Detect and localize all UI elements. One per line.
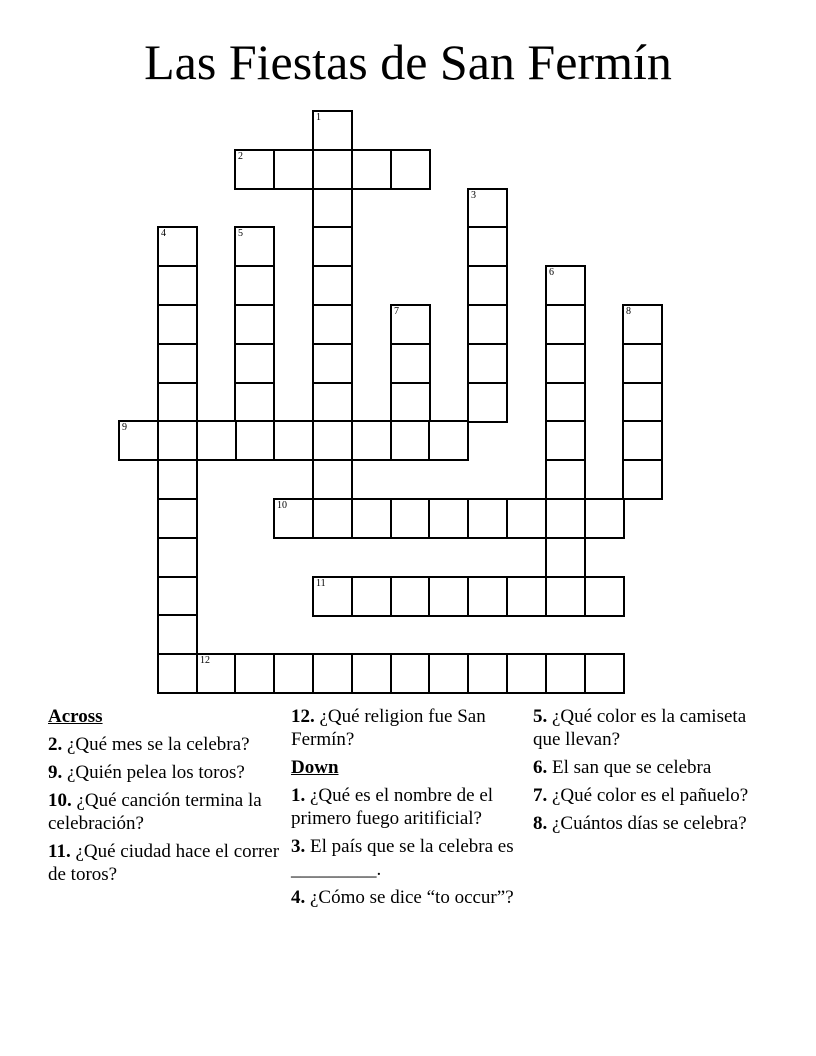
grid-cell[interactable] (157, 537, 198, 578)
grid-cell[interactable] (351, 653, 392, 694)
grid-cell[interactable] (467, 382, 508, 423)
grid-cell[interactable] (234, 265, 275, 306)
grid-cell[interactable] (351, 498, 392, 539)
grid-cell[interactable] (234, 382, 275, 423)
grid-cell[interactable] (157, 576, 198, 617)
clue-across-10: 10. ¿Qué canción termina la celebración? (48, 790, 262, 834)
across-heading: Across (48, 706, 103, 727)
clue-down-6: 6. El san que se celebra (533, 757, 712, 778)
grid-cell[interactable] (390, 653, 431, 694)
grid-cell[interactable] (622, 382, 663, 423)
grid-cell[interactable] (622, 343, 663, 384)
grid-cell[interactable] (351, 149, 392, 190)
grid-cell[interactable] (312, 343, 353, 384)
grid-cell[interactable] (312, 149, 353, 190)
grid-cell[interactable] (467, 653, 508, 694)
grid-cell[interactable] (467, 265, 508, 306)
grid-cell[interactable] (118, 420, 159, 461)
clues-column-2 (291, 705, 526, 914)
grid-cell[interactable] (234, 304, 275, 345)
grid-cell[interactable] (273, 149, 314, 190)
grid-cell[interactable] (428, 576, 469, 617)
grid-cell[interactable] (234, 420, 275, 461)
grid-cell[interactable] (273, 498, 314, 539)
clue-number: 6 (549, 267, 554, 278)
grid-cell[interactable] (157, 653, 198, 694)
grid-cell[interactable] (157, 265, 198, 306)
clue-number: 12 (200, 655, 210, 666)
grid-cell[interactable] (467, 498, 508, 539)
grid-cell[interactable] (622, 304, 663, 345)
grid-cell[interactable] (157, 226, 198, 267)
grid-cell[interactable] (234, 343, 275, 384)
clue-down-1: 1. ¿Qué es el nombre de el primero fuego aritificial? (291, 785, 494, 829)
grid-cell[interactable] (622, 459, 663, 500)
grid-cell[interactable] (312, 576, 353, 617)
grid-cell[interactable] (467, 226, 508, 267)
grid-cell[interactable] (196, 653, 237, 694)
clue-number: 3 (471, 190, 476, 201)
grid-cell[interactable] (157, 614, 198, 655)
grid-cell[interactable] (157, 304, 198, 345)
clue-number: 5 (238, 228, 243, 239)
clue-number: 2 (238, 151, 243, 162)
grid-cell[interactable] (390, 420, 431, 461)
grid-cell[interactable] (157, 498, 198, 539)
grid-cell[interactable] (351, 420, 392, 461)
grid-cell[interactable] (428, 420, 469, 461)
clue-down-4: 4. ¿Cómo se dice “to occur”? (291, 887, 514, 908)
grid-cell[interactable] (234, 226, 275, 267)
clue-down-5: 5. ¿Qué color es la camiseta que llevan? (533, 706, 747, 750)
grid-cell[interactable] (545, 653, 586, 694)
clue-number: 9 (122, 422, 127, 433)
grid-cell[interactable] (351, 576, 392, 617)
down-heading: Down (291, 757, 339, 778)
grid-cell[interactable] (467, 343, 508, 384)
grid-cell[interactable] (312, 265, 353, 306)
grid-cell[interactable] (545, 304, 586, 345)
grid-cell[interactable] (390, 382, 431, 423)
grid-cell[interactable] (234, 149, 275, 190)
grid-cell[interactable] (467, 188, 508, 229)
grid-cell[interactable] (545, 459, 586, 500)
grid-cell[interactable] (157, 459, 198, 500)
clue-across-12: 12. ¿Qué religion fue San Fermín? (291, 706, 486, 750)
grid-cell[interactable] (545, 265, 586, 306)
grid-cell[interactable] (157, 343, 198, 384)
grid-cell[interactable] (312, 420, 353, 461)
grid-cell[interactable] (584, 576, 625, 617)
grid-cell[interactable] (157, 382, 198, 423)
grid-cell[interactable] (312, 382, 353, 423)
grid-cell[interactable] (506, 653, 547, 694)
grid-cell[interactable] (312, 226, 353, 267)
clues-column-3 (533, 705, 778, 840)
grid-cell[interactable] (390, 343, 431, 384)
clue-number: 8 (626, 306, 631, 317)
clue-number: 7 (394, 306, 399, 317)
grid-cell[interactable] (196, 420, 237, 461)
grid-cell[interactable] (545, 576, 586, 617)
grid-cell[interactable] (273, 420, 314, 461)
grid-cell[interactable] (390, 498, 431, 539)
grid-cell[interactable] (390, 304, 431, 345)
grid-cell[interactable] (428, 653, 469, 694)
grid-cell[interactable] (584, 498, 625, 539)
grid-cell[interactable] (467, 304, 508, 345)
grid-cell[interactable] (390, 576, 431, 617)
grid-cell[interactable] (467, 576, 508, 617)
grid-cell[interactable] (273, 653, 314, 694)
grid-cell[interactable] (545, 537, 586, 578)
grid-cell[interactable] (157, 420, 198, 461)
clue-number: 11 (316, 578, 326, 589)
clue-number: 4 (161, 228, 166, 239)
clue-down-3: 3. El país que se la celebra es _________. (291, 836, 514, 880)
grid-cell[interactable] (545, 343, 586, 384)
clue-down-8: 8. ¿Cuántos días se celebra? (533, 813, 747, 834)
clue-down-7: 7. ¿Qué color es el pañuelo? (533, 785, 749, 806)
grid-cell[interactable] (390, 149, 431, 190)
grid-cell[interactable] (428, 498, 469, 539)
grid-cell[interactable] (622, 420, 663, 461)
grid-cell[interactable] (312, 653, 353, 694)
page-title: Las Fiestas de San Fermín (144, 34, 672, 90)
grid-cell[interactable] (312, 110, 353, 151)
grid-cell[interactable] (506, 498, 547, 539)
clue-number: 1 (316, 112, 321, 123)
clue-number: 10 (277, 500, 287, 511)
grid-cell[interactable] (545, 382, 586, 423)
grid-cell[interactable] (506, 576, 547, 617)
grid-cell[interactable] (312, 459, 353, 500)
grid-cell[interactable] (545, 420, 586, 461)
grid-cell[interactable] (234, 653, 275, 694)
grid-cell[interactable] (584, 653, 625, 694)
clues-column-1 (48, 705, 283, 891)
grid-cell[interactable] (312, 498, 353, 539)
grid-cell[interactable] (545, 498, 586, 539)
clue-across-2: 2. ¿Qué mes se la celebra? (48, 734, 250, 755)
clue-across-11: 11. ¿Qué ciudad hace el correr de toros? (48, 841, 280, 885)
clue-across-9: 9. ¿Quién pelea los toros? (48, 762, 245, 783)
grid-cell[interactable] (312, 304, 353, 345)
grid-cell[interactable] (312, 188, 353, 229)
